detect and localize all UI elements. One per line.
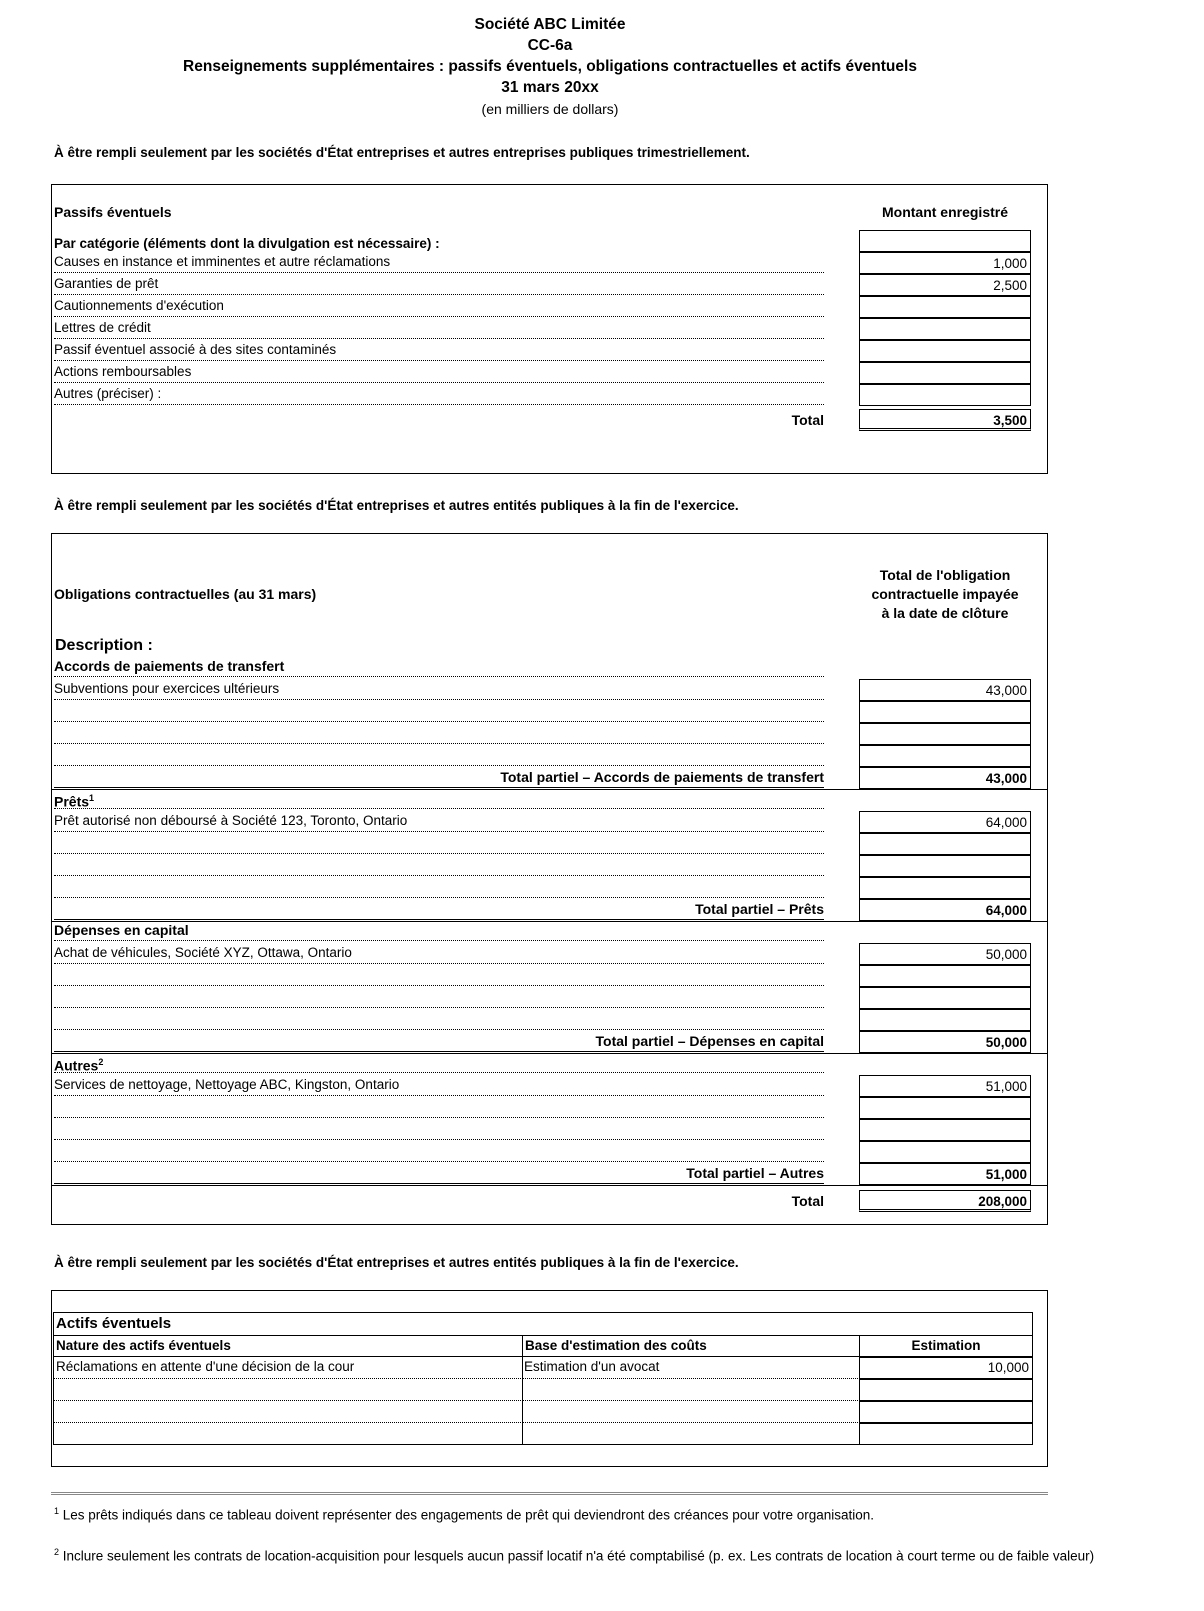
obligation-amount[interactable]: 64,000 xyxy=(859,811,1031,833)
asset-basis-cell[interactable] xyxy=(522,1379,860,1401)
footnote-1 xyxy=(54,1506,874,1523)
outstanding-header-2: contractuelle impayée xyxy=(871,586,1019,602)
obligation-row-label xyxy=(54,702,824,722)
obligation-group-title xyxy=(54,657,824,677)
obligation-row-label xyxy=(54,1098,824,1118)
obligation-row-label: Achat de véhicules, Société XYZ, Ottawa, Ontario xyxy=(54,944,824,964)
obligation-group-title-text: Accords de paiements de transfert xyxy=(54,658,285,674)
s2-total-label: Total xyxy=(791,1193,824,1209)
obligation-amount[interactable] xyxy=(859,877,1031,899)
obligation-amount[interactable] xyxy=(859,1119,1031,1141)
obligation-row-label xyxy=(54,966,824,986)
col-estimate-header: Estimation xyxy=(859,1335,1033,1357)
obligation-amount[interactable] xyxy=(859,1097,1031,1119)
obligation-amount[interactable]: 43,000 xyxy=(859,679,1031,701)
asset-nature-cell[interactable] xyxy=(53,1401,523,1423)
obligation-amount[interactable] xyxy=(859,987,1031,1009)
obligation-amount[interactable] xyxy=(859,1141,1031,1163)
obligation-amount[interactable] xyxy=(859,1009,1031,1031)
asset-basis-cell[interactable]: Estimation d'un avocat xyxy=(522,1357,860,1379)
category-empty-box[interactable] xyxy=(859,230,1031,252)
units-note: (en milliers de dollars) xyxy=(481,101,619,117)
asset-nature-cell[interactable] xyxy=(53,1379,523,1401)
obligation-subtotal-label: Total partiel – Accords de paiements de transfert xyxy=(54,768,824,788)
contractual-obligations-heading: Obligations contractuelles (au 31 mars) xyxy=(54,586,317,602)
outstanding-header-1: Total de l'obligation xyxy=(879,567,1011,583)
contingent-liability-amount[interactable] xyxy=(859,318,1031,340)
footnote-1-text: Les prêts indiqués dans ce tableau doivent représenter des engagements de prêt qui deviendront des créances pour votre organisation. xyxy=(62,1507,875,1523)
footnote-ref: 2 xyxy=(98,1057,104,1067)
obligation-amount[interactable] xyxy=(859,833,1031,855)
obligation-row-label: Prêt autorisé non déboursé à Société 123, Toronto, Ontario xyxy=(54,812,824,832)
footnote-2-text: Inclure seulement les contrats de location-acquisition pour lesquels aucun passif locatif n'a été comptabilisé (p. ex. Les contrats de location à court terme ou de faible valeur) xyxy=(62,1548,1095,1564)
s1-total-value[interactable]: 3,500 xyxy=(859,409,1031,431)
contingent-liability-label: Autres (préciser) : xyxy=(54,385,824,405)
asset-nature-cell[interactable] xyxy=(53,1423,523,1445)
contingent-liability-amount[interactable] xyxy=(859,384,1031,406)
obligation-row-label xyxy=(54,1010,824,1030)
obligation-amount[interactable] xyxy=(859,701,1031,723)
obligation-subtotal-value[interactable]: 64,000 xyxy=(859,899,1031,921)
footnote-2-mark: 2 xyxy=(54,1547,60,1557)
contingent-liability-label: Causes en instance et imminentes et autre réclamations xyxy=(54,253,824,273)
footnote-ref: 1 xyxy=(89,793,95,803)
obligation-subtotal-label: Total partiel – Prêts xyxy=(54,900,824,920)
col-nature-header: Nature des actifs éventuels xyxy=(53,1335,523,1357)
asset-basis-cell[interactable] xyxy=(522,1423,860,1445)
obligation-subtotal-value[interactable]: 43,000 xyxy=(859,767,1031,789)
obligation-subtotal-label: Total partiel – Dépenses en capital xyxy=(54,1032,824,1052)
obligation-amount[interactable]: 51,000 xyxy=(859,1075,1031,1097)
footnote-2 xyxy=(54,1547,1094,1564)
form-subtitle: Renseignements supplémentaires : passifs éventuels, obligations contractuelles et actifs éventuels xyxy=(183,58,917,75)
outstanding-header-3: à la date de clôture xyxy=(881,605,1009,621)
footnote-divider xyxy=(51,1492,1048,1495)
obligation-amount[interactable]: 50,000 xyxy=(859,943,1031,965)
obligation-subtotal-value[interactable]: 51,000 xyxy=(859,1163,1031,1185)
obligation-group-title xyxy=(54,921,824,941)
contingent-liability-amount[interactable] xyxy=(859,340,1031,362)
recorded-amount-header: Montant enregistré xyxy=(881,204,1008,220)
obligation-group-title-text: Dépenses en capital xyxy=(54,922,189,938)
form-date: 31 mars 20xx xyxy=(501,79,599,96)
contingent-liability-label: Passif éventuel associé à des sites contaminés xyxy=(54,341,824,361)
asset-estimate-cell[interactable] xyxy=(859,1379,1033,1401)
obligation-row-label xyxy=(54,988,824,1008)
obligation-group-title xyxy=(54,1053,824,1073)
group-divider xyxy=(51,1185,1048,1186)
company-name: Société ABC Limitée xyxy=(474,16,626,33)
obligation-group-title-text: Autres xyxy=(54,1057,99,1074)
contingent-liability-label: Garanties de prêt xyxy=(54,275,824,295)
description-label: Description : xyxy=(55,637,153,654)
s1-total-label: Total xyxy=(791,412,824,428)
obligation-row-label xyxy=(54,1142,824,1162)
obligation-amount[interactable] xyxy=(859,855,1031,877)
form-code: CC-6a xyxy=(527,37,573,54)
asset-estimate-cell[interactable]: 10,000 xyxy=(859,1357,1033,1379)
obligation-row-label xyxy=(54,724,824,744)
obligation-subtotal-label: Total partiel – Autres xyxy=(54,1164,824,1184)
contingent-assets-heading: Actifs éventuels xyxy=(53,1312,1033,1336)
footnote-1-mark: 1 xyxy=(54,1506,60,1516)
obligation-row-label: Subventions pour exercices ultérieurs xyxy=(54,680,824,700)
section2-note: À être rempli seulement par les sociétés d'État entreprises et autres entités publiques à la fin de l'exercice. xyxy=(54,498,739,513)
obligation-row-label: Services de nettoyage, Nettoyage ABC, Kingston, Ontario xyxy=(54,1076,824,1096)
obligation-amount[interactable] xyxy=(859,723,1031,745)
obligation-row-label xyxy=(54,746,824,766)
contingent-liability-amount[interactable] xyxy=(859,296,1031,318)
section3-note: À être rempli seulement par les sociétés d'État entreprises et autres entités publiques à la fin de l'exercice. xyxy=(54,1255,739,1270)
category-label: Par catégorie (éléments dont la divulgation est nécessaire) : xyxy=(54,236,440,251)
obligation-row-label xyxy=(54,834,824,854)
obligation-group-title xyxy=(54,789,824,809)
contingent-liability-amount[interactable]: 1,000 xyxy=(859,252,1031,274)
obligation-row-label xyxy=(54,1120,824,1140)
asset-estimate-cell[interactable] xyxy=(859,1423,1033,1445)
asset-basis-cell[interactable] xyxy=(522,1401,860,1423)
section1-note: À être rempli seulement par les sociétés d'État entreprises et autres entreprises publiques trimestriellement. xyxy=(54,145,750,160)
asset-nature-cell[interactable]: Réclamations en attente d'une décision de la cour xyxy=(53,1357,523,1379)
s2-total-value[interactable]: 208,000 xyxy=(859,1190,1031,1212)
obligation-amount[interactable] xyxy=(859,965,1031,987)
obligation-subtotal-value[interactable]: 50,000 xyxy=(859,1031,1031,1053)
contingent-liabilities-heading: Passifs éventuels xyxy=(54,204,172,220)
obligation-row-label xyxy=(54,878,824,898)
contingent-liability-label: Actions remboursables xyxy=(54,363,824,383)
obligation-amount[interactable] xyxy=(859,745,1031,767)
contingent-liability-amount[interactable] xyxy=(859,362,1031,384)
contingent-liability-label: Lettres de crédit xyxy=(54,319,824,339)
col-basis-header: Base d'estimation des coûts xyxy=(522,1335,860,1357)
contingent-liability-amount[interactable]: 2,500 xyxy=(859,274,1031,296)
contingent-liability-label: Cautionnements d'exécution xyxy=(54,297,824,317)
asset-estimate-cell[interactable] xyxy=(859,1401,1033,1423)
obligation-row-label xyxy=(54,856,824,876)
obligation-group-title-text: Prêts xyxy=(54,793,90,810)
